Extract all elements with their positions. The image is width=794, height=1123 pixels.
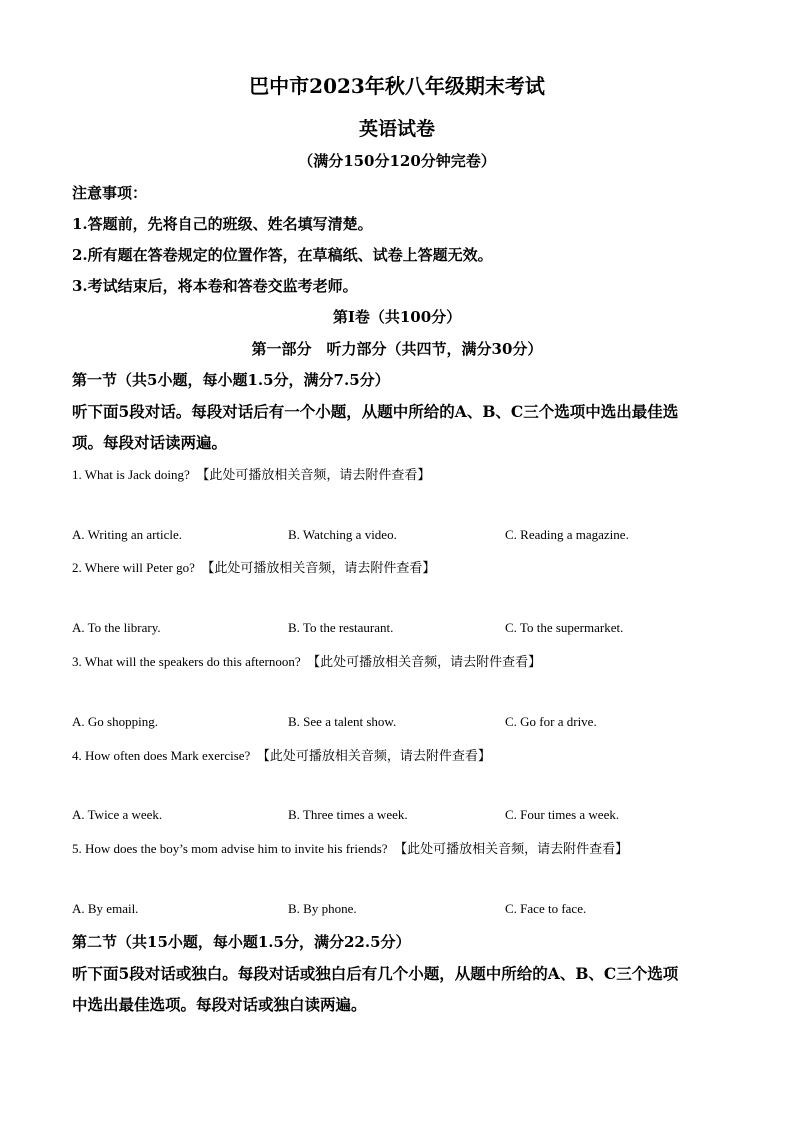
option-a: A. By email. (72, 901, 139, 916)
option-c: C. Four times a week. (505, 807, 620, 822)
audio-note: 【此处可播放相关音频，请去附件查看】 (256, 749, 491, 764)
note-item: 3.考试结束后，将本卷和答卷交监考老师。 (72, 277, 358, 295)
section1-instruction: 项。每段对话读两遍。 (72, 433, 228, 452)
part-title: 第一部分 听力部分（共四节，满分30分） (251, 340, 543, 358)
question-stem (72, 651, 541, 670)
exam-subtitle: 英语试卷 (358, 118, 435, 140)
question-text: 5. How does the boy’s mom advise him to invite his friends? (72, 841, 388, 856)
option-c: C. Face to face. (505, 901, 587, 916)
option-b: B. See a talent show. (288, 714, 397, 729)
option-a: A. Twice a week. (72, 807, 163, 822)
note-item: 1.答题前，先将自己的班级、姓名填写清楚。 (72, 215, 373, 233)
section1-title: 第一节（共5小题，每小题1.5分，满分7.5分） (72, 371, 390, 389)
option-b: B. To the restaurant. (288, 620, 394, 635)
section1-instruction: 听下面5段对话。每段对话后有一个小题，从题中所给的A、B、C三个选项中选出最佳选 (72, 402, 679, 421)
question-stem (72, 838, 628, 857)
audio-note: 【此处可播放相关音频，请去附件查看】 (307, 655, 542, 670)
question-stem (72, 745, 491, 764)
section2-instruction: 听下面5段对话或独白。每段对话或独白后有几个小题，从题中所给的A、B、C三个选项 (72, 964, 679, 983)
option-b: B. By phone. (288, 901, 357, 916)
audio-note: 【此处可播放相关音频，请去附件查看】 (196, 468, 431, 483)
option-b: B. Three times a week. (288, 807, 408, 822)
option-c: C. To the supermarket. (505, 620, 624, 635)
option-a: A. To the library. (72, 620, 161, 635)
option-a: A. Writing an article. (72, 527, 183, 542)
notes-heading: 注意事项： (72, 184, 148, 202)
volume-title: 第Ⅰ卷（共100分） (332, 308, 462, 326)
question-text: 2. Where will Peter go? (72, 560, 195, 575)
question-text: 3. What will the speakers do this afternoon? (72, 654, 301, 669)
option-c: C. Go for a drive. (505, 714, 597, 729)
score-info: （满分150分120分钟完卷） (298, 152, 496, 170)
audio-note: 【此处可播放相关音频，请去附件查看】 (201, 561, 436, 576)
option-a: A. Go shopping. (72, 714, 158, 729)
exam-title: 巴中市2023年秋八年级期末考试 (249, 74, 545, 98)
question-stem (72, 557, 435, 576)
question-text: 4. How often does Mark exercise? (72, 748, 251, 763)
question-text: 1. What is Jack doing? (72, 467, 190, 482)
section2-title: 第二节（共15小题，每小题1.5分，满分22.5分） (72, 933, 411, 951)
note-item: 2.所有题在答卷规定的位置作答，在草稿纸、试卷上答题无效。 (72, 246, 493, 264)
question-stem (72, 464, 430, 483)
section2-instruction: 中选出最佳选项。每段对话或独白读两遍。 (72, 995, 367, 1014)
option-b: B. Watching a video. (288, 527, 397, 542)
audio-note: 【此处可播放相关音频，请去附件查看】 (394, 842, 629, 857)
option-c: C. Reading a magazine. (505, 527, 629, 542)
